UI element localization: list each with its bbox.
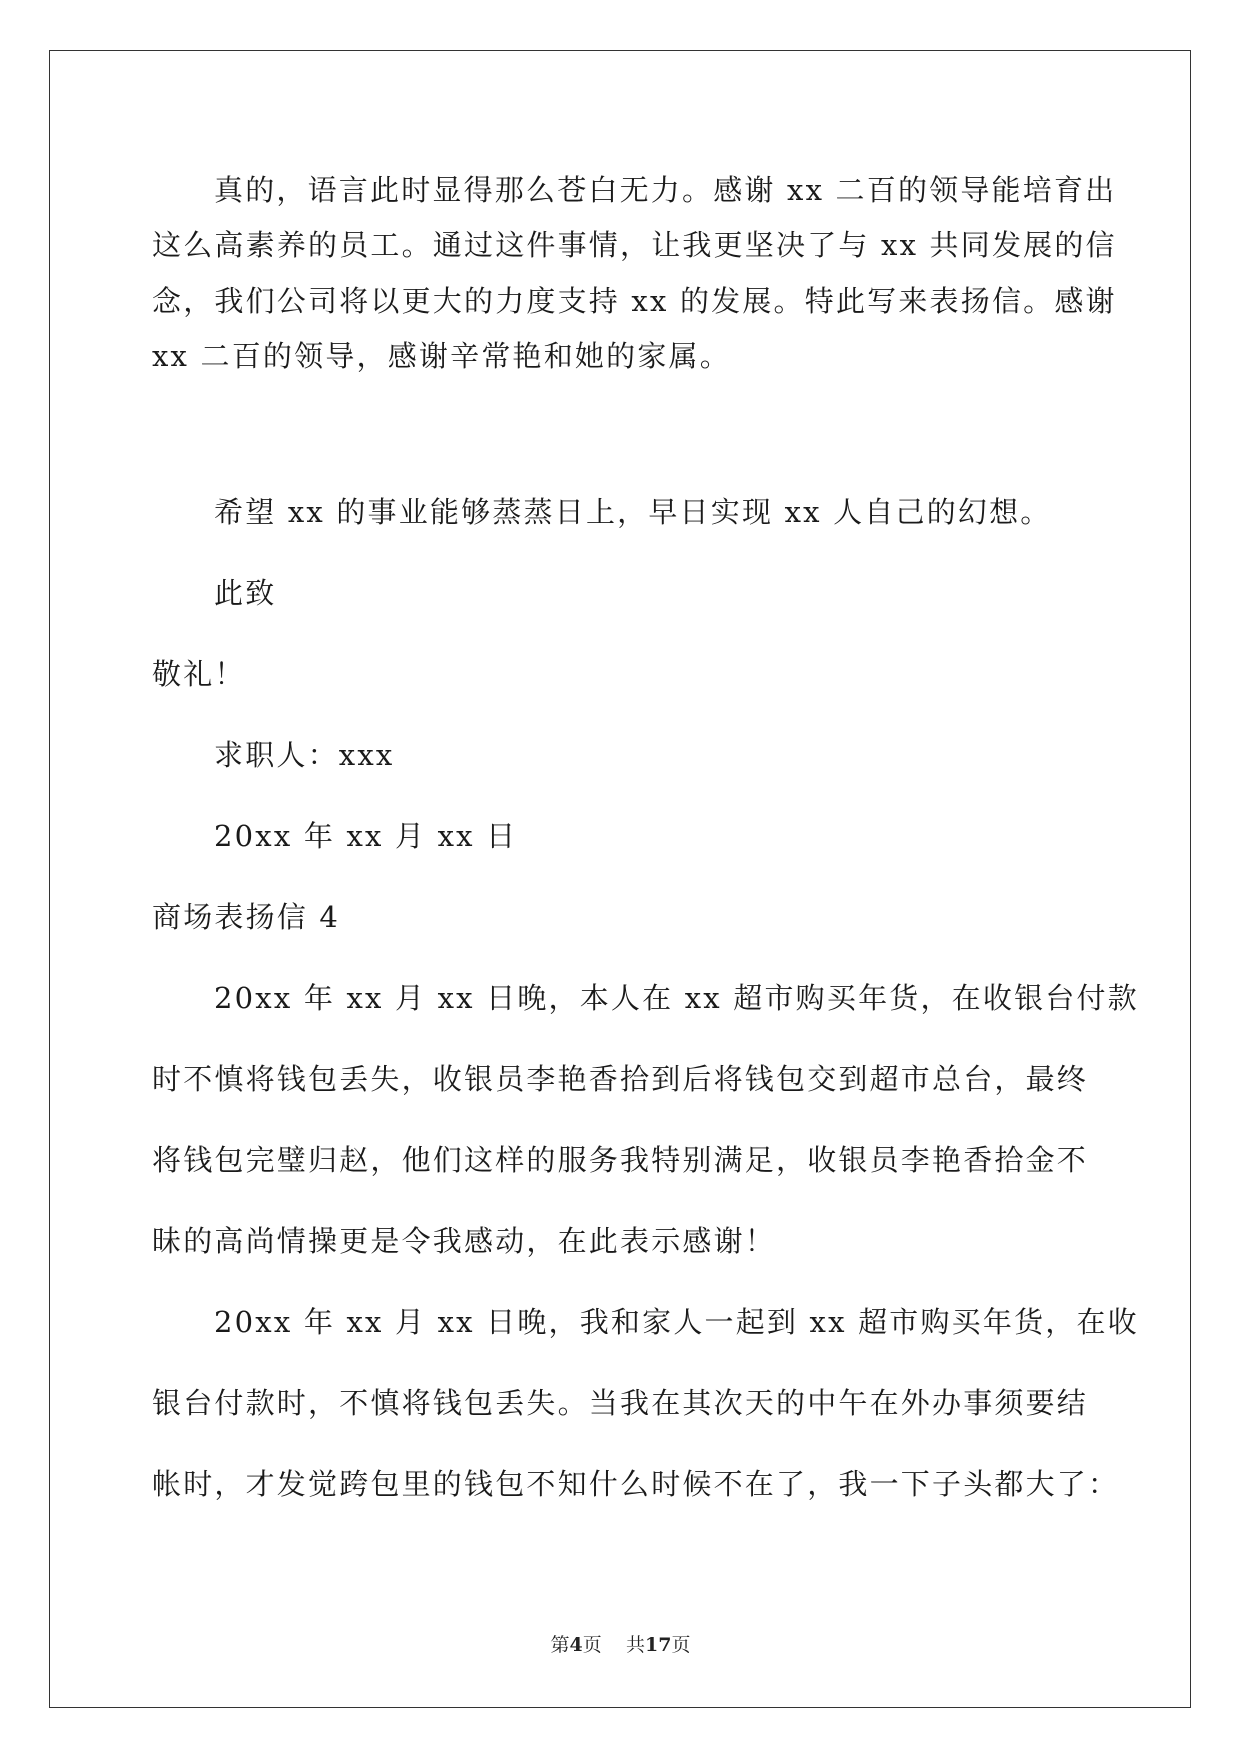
paragraph-line: 20xx 年 xx 月 xx 日晚，我和家人一起到 xx 超市购买年货，在收 (214, 1305, 1139, 1339)
page-footer (0, 1633, 1241, 1657)
total-pages: 17 (644, 1634, 672, 1656)
closing-regards: 敬礼！ (152, 657, 246, 691)
paragraph-line: 20xx 年 xx 月 xx 日晚，本人在 xx 超市购买年货，在收银台付款 (214, 981, 1139, 1015)
paragraph-line: 昧的高尚情操更是令我感动，在此表示感谢！ (152, 1224, 777, 1258)
paragraph-line: 希望 xx 的事业能够蒸蒸日上，早日实现 xx 人自己的幻想。 (214, 495, 1052, 529)
paragraph-line: 真的，语言此时显得那么苍白无力。感谢 xx 二百的领导能培育出 (214, 173, 1117, 207)
closing-salutation: 此致 (214, 576, 277, 610)
paragraph-line: xx 二百的领导，感谢辛常艳和她的家属。 (152, 339, 731, 373)
signature-line: 求职人：xxx (214, 738, 395, 772)
date-line: 20xx 年 xx 月 xx 日 (214, 819, 518, 853)
section-heading: 商场表扬信 4 (152, 900, 341, 934)
page-suffix: 页 (582, 1634, 602, 1656)
total-suffix: 页 (671, 1634, 691, 1656)
paragraph-line: 银台付款时，不慎将钱包丢失。当我在其次天的中午在外办事须要结 (152, 1386, 1089, 1420)
total-prefix: 共 (625, 1634, 645, 1656)
paragraph-line: 念，我们公司将以更大的力度支持 xx 的发展。特此写来表扬信。感谢 (152, 284, 1117, 318)
paragraph-line: 将钱包完璧归赵，他们这样的服务我特别满足，收银员李艳香拾金不 (152, 1143, 1089, 1177)
paragraph-line: 时不慎将钱包丢失，收银员李艳香拾到后将钱包交到超市总台，最终 (152, 1062, 1089, 1096)
page-prefix: 第 (550, 1634, 570, 1656)
paragraph-line: 这么高素养的员工。通过这件事情，让我更坚决了与 xx 共同发展的信 (152, 228, 1117, 262)
page-number: 4 (569, 1634, 583, 1656)
paragraph-line: 帐时，才发觉跨包里的钱包不知什么时候不在了，我一下子头都大了： (152, 1467, 1120, 1501)
